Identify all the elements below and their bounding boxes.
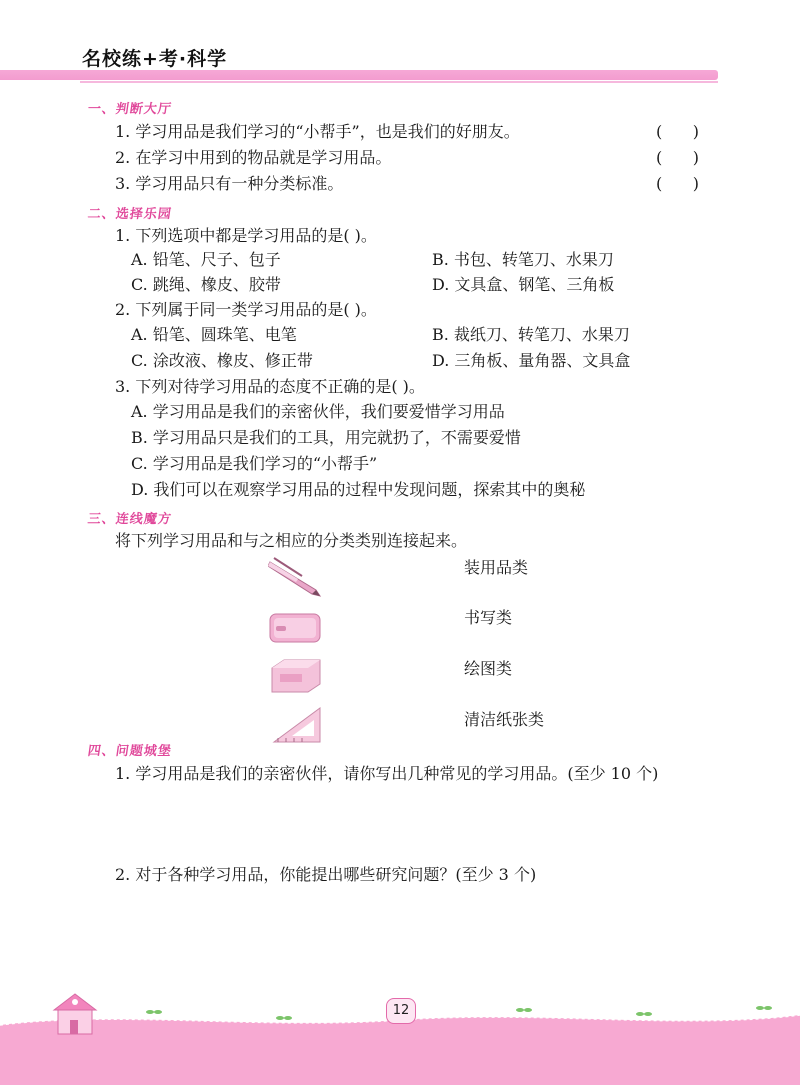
eraser-icon	[268, 654, 322, 698]
judgment-item-3: 3. 学习用品只有一种分类标准。	[115, 174, 344, 193]
choice-q3-option-a[interactable]: A. 学习用品是我们的亲密伙伴，我们要爱惜学习用品	[131, 402, 505, 421]
triangle-ruler-icon	[268, 702, 322, 746]
book-title: 名校练+考·科学	[82, 48, 228, 70]
section-title-choice: 二、选择乐园	[86, 207, 173, 222]
pen-icon	[268, 556, 322, 600]
choice-q2-option-d[interactable]: D. 三角板、量角器、文具盒	[432, 351, 631, 370]
question-1: 1. 学习用品是我们的亲密伙伴，请你写出几种常见的学习用品。(至少 10 个)	[115, 764, 659, 783]
category-drawing[interactable]: 绘图类	[464, 659, 513, 678]
pencil-case-image[interactable]	[268, 606, 322, 650]
choice-q1-option-d[interactable]: D. 文具盒、钢笔、三角板	[432, 275, 615, 294]
answer-paren-3[interactable]: ( )	[656, 174, 699, 193]
pencil-case-icon	[268, 606, 322, 650]
choice-q3-stem: 3. 下列对待学习用品的态度不正确的是( )。	[115, 377, 425, 396]
choice-q3-option-c[interactable]: C. 学习用品是我们学习的“小帮手”	[131, 454, 378, 473]
choice-q1-option-b[interactable]: B. 书包、转笔刀、水果刀	[432, 250, 614, 269]
section-title-matching: 三、连线魔方	[86, 512, 173, 527]
header-bar	[0, 70, 718, 80]
pen-image[interactable]	[268, 556, 322, 600]
judgment-item-1: 1. 学习用品是我们学习的“小帮手”，也是我们的好朋友。	[115, 122, 520, 141]
page-number: 12	[386, 998, 416, 1024]
choice-q1-stem: 1. 下列选项中都是学习用品的是( )。	[115, 226, 377, 245]
category-cleaning-paper[interactable]: 清洁纸张类	[464, 710, 545, 729]
choice-q2-stem: 2. 下列属于同一类学习用品的是( )。	[115, 300, 377, 319]
judgment-item-2: 2. 在学习中用到的物品就是学习用品。	[115, 148, 392, 167]
header-divider	[80, 81, 718, 83]
choice-q3-option-b[interactable]: B. 学习用品只是我们的工具，用完就扔了，不需要爱惜	[131, 428, 521, 447]
answer-paren-2[interactable]: ( )	[656, 148, 699, 167]
question-2: 2. 对于各种学习用品，你能提出哪些研究问题？(至少 3 个)	[115, 865, 537, 884]
category-writing[interactable]: 书写类	[464, 608, 513, 627]
matching-instruction: 将下列学习用品和与之相应的分类类别连接起来。	[115, 531, 468, 550]
choice-q3-option-d[interactable]: D. 我们可以在观察学习用品的过程中发现问题，探索其中的奥秘	[131, 480, 586, 499]
answer-paren-1[interactable]: ( )	[656, 122, 699, 141]
house-icon	[54, 994, 96, 1034]
choice-q2-option-a[interactable]: A. 铅笔、圆珠笔、电笔	[131, 325, 297, 344]
triangle-ruler-image[interactable]	[268, 702, 322, 746]
section-title-questions: 四、问题城堡	[86, 744, 173, 759]
choice-q2-option-b[interactable]: B. 裁纸刀、转笔刀、水果刀	[432, 325, 630, 344]
category-storage[interactable]: 装用品类	[464, 558, 529, 577]
section-title-judgment: 一、判断大厅	[86, 102, 173, 117]
eraser-image[interactable]	[268, 654, 322, 698]
choice-q1-option-a[interactable]: A. 铅笔、尺子、包子	[131, 250, 281, 269]
choice-q2-option-c[interactable]: C. 涂改液、橡皮、修正带	[131, 351, 313, 370]
choice-q1-option-c[interactable]: C. 跳绳、橡皮、胶带	[131, 275, 281, 294]
